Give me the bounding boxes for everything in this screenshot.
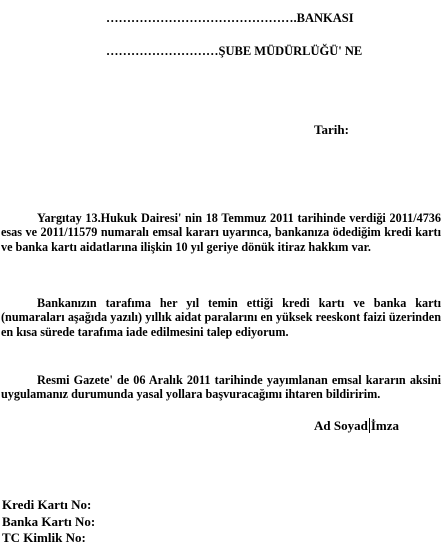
paragraph-objection-right: Yargıtay 13.Hukuk Dairesi' nin 18 Temmuz 2011 tarihinde verdiği 2011/4736 esas ve 2011/11579 numaralı emsal kararı uyarınca, bankanıza ödediğim kredi kartı ve banka kartı aidatlarına ilişkin 10 yıl geriye dönük itiraz hakkım var. (1, 211, 441, 254)
bank-name-line: ……………………………………….BANKASI (106, 11, 354, 25)
signature-block (314, 418, 399, 434)
credit-card-field: Kredi Kartı No: (2, 497, 92, 512)
paragraph-legal-warning: Resmi Gazete' de 06 Aralık 2011 tarihinde yayımlanan emsal kararın aksini uygulamanız durumunda yasal yollara başvuracağımı ihtaren bildiririm. (1, 373, 441, 402)
tc-id-field: TC Kimlik No: (2, 530, 86, 545)
date-label: Tarih: (314, 122, 349, 137)
text-cursor (369, 418, 370, 433)
paragraph-refund-request: Bankanızın tarafıma her yıl temin ettiği kredi kartı ve banka kartı (numaraları aşağıda yazılı) yıllık aidat paralarını en yüksek reeskont faizi üzerinden en kısa sürede tarafıma iade edilmesini talep ediyorum. (1, 296, 441, 339)
signature-name: Ad Soyad (314, 418, 368, 433)
bank-card-field: Banka Kartı No: (2, 514, 96, 529)
signature-sign: İmza (370, 418, 399, 433)
branch-directorate-line: ………………………ŞUBE MÜDÜRLÜĞÜ' NE (106, 44, 363, 58)
